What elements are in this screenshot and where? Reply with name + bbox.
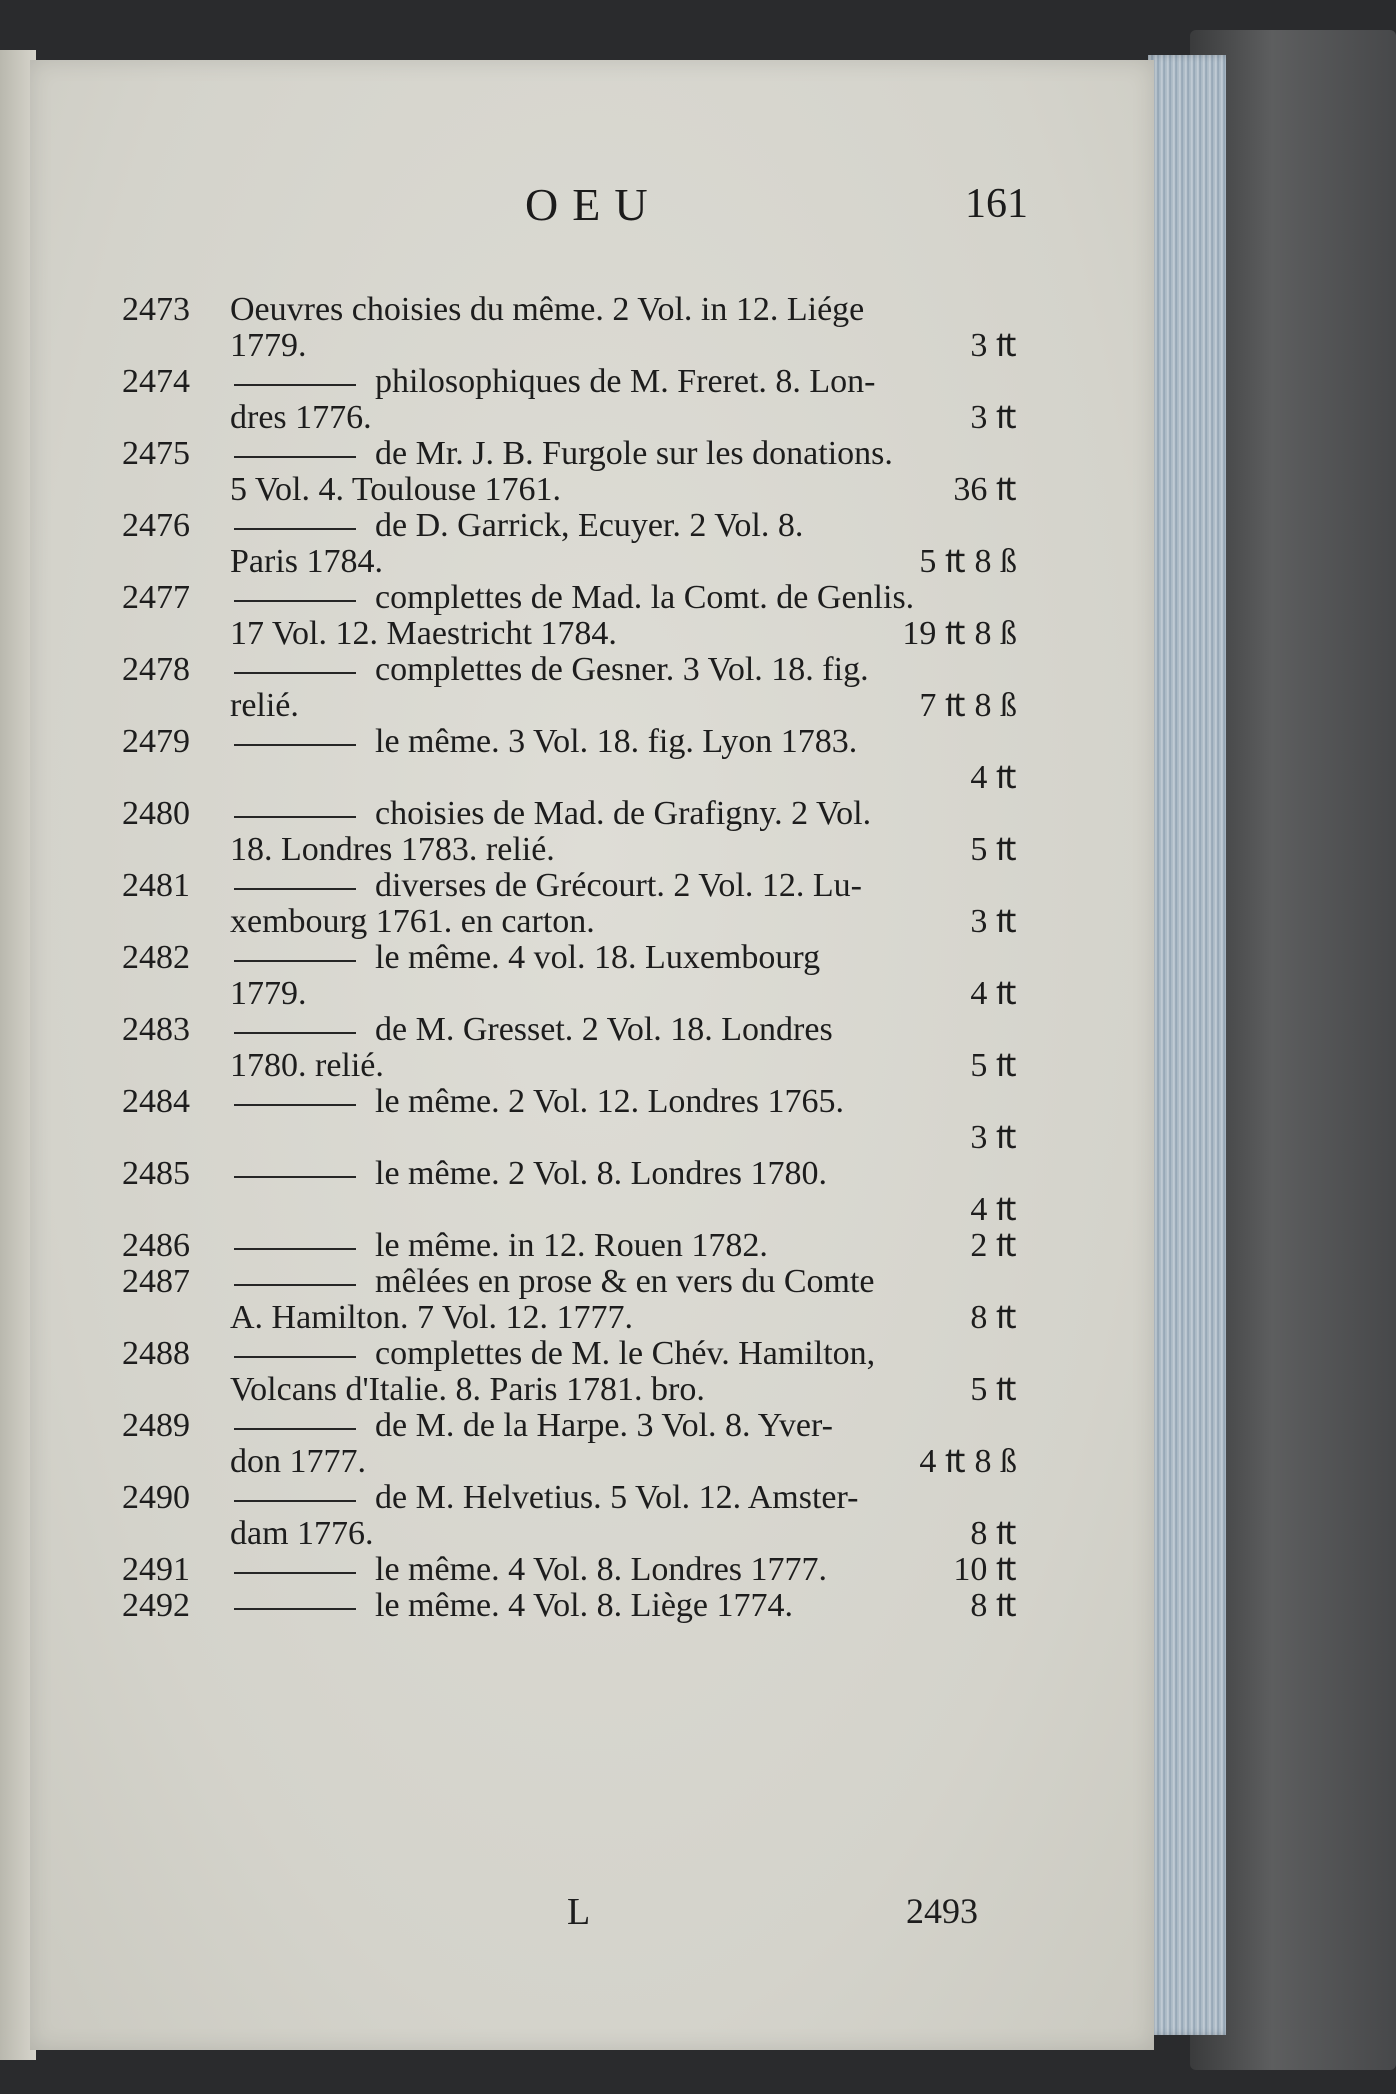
ditto-rule (234, 528, 356, 530)
catchword: 2493 (906, 1891, 978, 1931)
entry-line (30, 436, 1130, 472)
entry-price: 8 ₶ (970, 1587, 1017, 1624)
entry-price: 3 ₶ (970, 903, 1017, 940)
entry-price: 4 ₶ 8 ß (919, 1443, 1017, 1480)
entry-number: 2478 (122, 651, 190, 688)
entry-price: 10 ₶ (953, 1551, 1017, 1588)
entry-text: le même. 4 Vol. 8. Londres 1777. (375, 1551, 828, 1588)
page-footer (30, 1890, 1130, 1940)
ditto-rule (234, 456, 356, 458)
ditto-rule (234, 1176, 356, 1178)
ditto-rule (234, 1248, 356, 1250)
entry-number: 2476 (122, 507, 190, 544)
entry-price: 5 ₶ 8 ß (919, 543, 1017, 580)
entry-number: 2491 (122, 1551, 190, 1588)
entry-text: 5 Vol. 4. Toulouse 1761. (230, 471, 562, 508)
entry-line (30, 292, 1130, 328)
entry-line (30, 1192, 1130, 1228)
entry-text: le même. 2 Vol. 8. Londres 1780. (375, 1155, 828, 1192)
entry-price: 4 ₶ (970, 1191, 1017, 1228)
signature-mark: L (567, 1891, 591, 1933)
entry-line (30, 1408, 1130, 1444)
entry-price: 7 ₶ 8 ß (919, 687, 1017, 724)
entry-line (30, 364, 1130, 400)
entry-text: A. Hamilton. 7 Vol. 12. 1777. (230, 1299, 633, 1336)
entry-line (30, 472, 1130, 508)
ditto-rule (234, 816, 356, 818)
entry-line (30, 976, 1130, 1012)
entry-text: de D. Garrick, Ecuyer. 2 Vol. 8. (375, 507, 804, 544)
entry-line (30, 508, 1130, 544)
entry-price: 4 ₶ (970, 975, 1017, 1012)
entry-line (30, 616, 1130, 652)
entry-text: de Mr. J. B. Furgole sur les donations. (375, 435, 893, 472)
entry-number: 2475 (122, 435, 190, 472)
entry-text: de M. Gresset. 2 Vol. 18. Londres (375, 1011, 833, 1048)
entry-text: complettes de M. le Chév. Hamilton, (375, 1335, 876, 1372)
page-number: 161 (965, 181, 1028, 227)
entry-number: 2484 (122, 1083, 190, 1120)
entry-number: 2483 (122, 1011, 190, 1048)
entry-line (30, 1228, 1130, 1264)
entry-text: complettes de Gesner. 3 Vol. 18. fig. (375, 651, 869, 688)
entry-text: 1779. (230, 327, 307, 364)
entry-text: le même. 2 Vol. 12. Londres 1765. (375, 1083, 845, 1120)
entry-line (30, 652, 1130, 688)
ditto-rule (234, 1500, 356, 1502)
entry-text: Oeuvres choisies du même. 2 Vol. in 12. Liége (230, 291, 865, 328)
entry-text: complettes de Mad. la Comt. de Genlis. (375, 579, 915, 616)
ditto-rule (234, 1572, 356, 1574)
entry-price: 8 ₶ (970, 1299, 1017, 1336)
entry-line (30, 832, 1130, 868)
entry-text: dres 1776. (230, 399, 372, 436)
entry-text: choisies de Mad. de Grafigny. 2 Vol. (375, 795, 872, 832)
entry-text: de M. de la Harpe. 3 Vol. 8. Yver- (375, 1407, 833, 1444)
entry-line (30, 904, 1130, 940)
ditto-rule (234, 600, 356, 602)
entry-number: 2485 (122, 1155, 190, 1192)
entry-text: 1779. (230, 975, 307, 1012)
entry-number: 2488 (122, 1335, 190, 1372)
entry-text: 18. Londres 1783. relié. (230, 831, 555, 868)
entry-line (30, 1048, 1130, 1084)
entry-text: philosophiques de M. Freret. 8. Lon- (375, 363, 876, 400)
entry-line (30, 1516, 1130, 1552)
entry-price: 5 ₶ (970, 831, 1017, 868)
entry-price: 4 ₶ (970, 759, 1017, 796)
entry-text: le même. 3 Vol. 18. fig. Lyon 1783. (375, 723, 858, 760)
entry-line (30, 1372, 1130, 1408)
entry-text: de M. Helvetius. 5 Vol. 12. Amster- (375, 1479, 859, 1516)
entry-line (30, 1480, 1130, 1516)
entry-price: 5 ₶ (970, 1047, 1017, 1084)
entry-price: 3 ₶ (970, 1119, 1017, 1156)
entry-line (30, 1156, 1130, 1192)
entry-price: 3 ₶ (970, 399, 1017, 436)
entry-number: 2481 (122, 867, 190, 904)
ditto-rule (234, 384, 356, 386)
ditto-rule (234, 888, 356, 890)
entry-price: 2 ₶ (970, 1227, 1017, 1264)
entry-line (30, 688, 1130, 724)
entry-number: 2473 (122, 291, 190, 328)
entry-line (30, 724, 1130, 760)
entry-price: 8 ₶ (970, 1515, 1017, 1552)
entry-price: 19 ₶ 8 ß (902, 615, 1017, 652)
ditto-rule (234, 744, 356, 746)
entry-line (30, 328, 1130, 364)
entry-number: 2492 (122, 1587, 190, 1624)
entry-text: 1780. relié. (230, 1047, 384, 1084)
entry-text: xembourg 1761. en carton. (230, 903, 595, 940)
entry-line (30, 1588, 1130, 1624)
entry-text: don 1777. (230, 1443, 366, 1480)
entry-line (30, 760, 1130, 796)
entry-number: 2487 (122, 1263, 190, 1300)
entry-line (30, 400, 1130, 436)
entry-number: 2489 (122, 1407, 190, 1444)
page-header (30, 178, 1130, 248)
entry-text: Paris 1784. (230, 543, 383, 580)
ditto-rule (234, 1356, 356, 1358)
entry-line (30, 1120, 1130, 1156)
ditto-rule (234, 1428, 356, 1430)
entry-line (30, 1336, 1130, 1372)
entry-number: 2482 (122, 939, 190, 976)
ditto-rule (234, 1032, 356, 1034)
entry-line (30, 868, 1130, 904)
ditto-rule (234, 672, 356, 674)
ditto-rule (234, 1104, 356, 1106)
entry-text: Volcans d'Italie. 8. Paris 1781. bro. (230, 1371, 705, 1408)
entry-text: le même. in 12. Rouen 1782. (375, 1227, 768, 1264)
entry-number: 2486 (122, 1227, 190, 1264)
entry-number: 2490 (122, 1479, 190, 1516)
entry-number: 2480 (122, 795, 190, 832)
entry-text: mêlées en prose & en vers du Comte (375, 1263, 875, 1300)
entry-number: 2474 (122, 363, 190, 400)
entry-line (30, 940, 1130, 976)
entry-text: le même. 4 Vol. 8. Liège 1774. (375, 1587, 794, 1624)
entry-number: 2477 (122, 579, 190, 616)
entry-text: le même. 4 vol. 18. Luxembourg (375, 939, 821, 976)
entry-line (30, 580, 1130, 616)
entry-text: diverses de Grécourt. 2 Vol. 12. Lu- (375, 867, 862, 904)
catalogue-page (30, 60, 1154, 2050)
entry-line (30, 1552, 1130, 1588)
entry-line (30, 1444, 1130, 1480)
entry-number: 2479 (122, 723, 190, 760)
entry-line (30, 544, 1130, 580)
entry-line (30, 1300, 1130, 1336)
entry-text: 17 Vol. 12. Maestricht 1784. (230, 615, 617, 652)
page-block-edge (1148, 55, 1226, 2035)
entry-price: 3 ₶ (970, 327, 1017, 364)
entry-price: 5 ₶ (970, 1371, 1017, 1408)
entry-list (30, 292, 1130, 1624)
entry-line (30, 1084, 1130, 1120)
ditto-rule (234, 1284, 356, 1286)
entry-text: relié. (230, 687, 299, 724)
entry-line (30, 796, 1130, 832)
entry-text: dam 1776. (230, 1515, 374, 1552)
entry-line (30, 1012, 1130, 1048)
entry-price: 36 ₶ (953, 471, 1017, 508)
ditto-rule (234, 960, 356, 962)
ditto-rule (234, 1608, 356, 1610)
running-head: OEU (525, 179, 662, 230)
entry-line (30, 1264, 1130, 1300)
